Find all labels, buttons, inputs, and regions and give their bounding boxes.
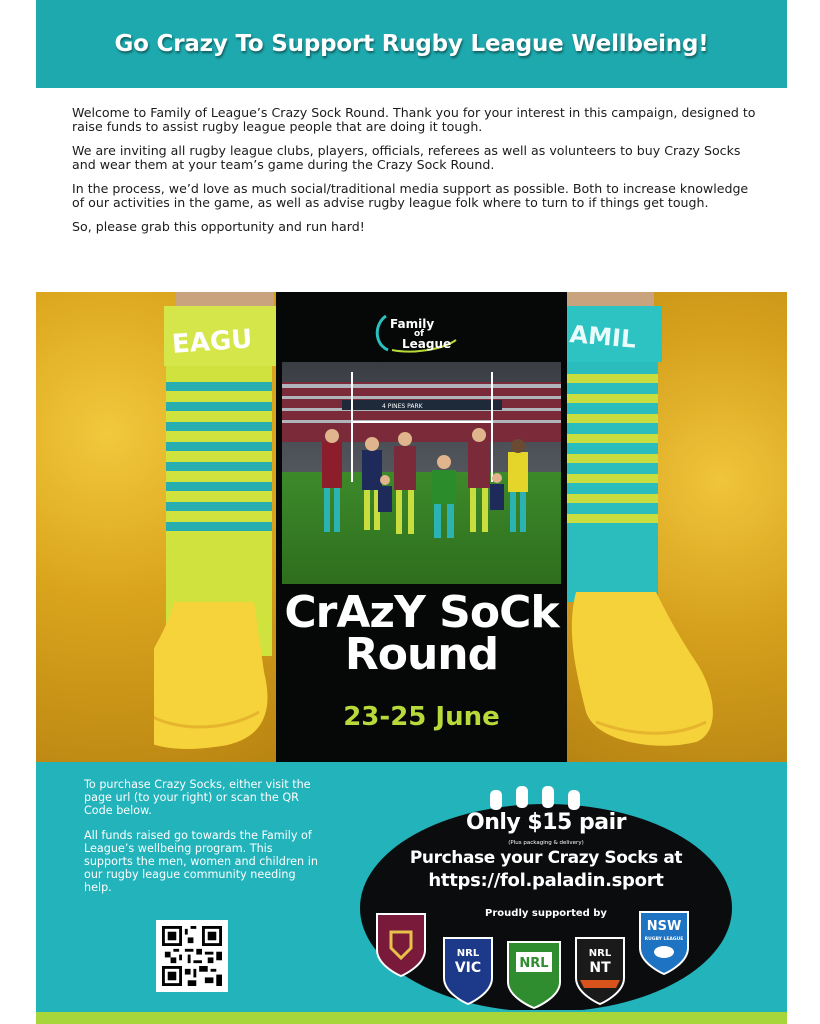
event-title-line1: CrAzY SoCk	[284, 587, 559, 638]
intro-paragraph: We are inviting all rugby league clubs, players, officials, referees as well as volunteers to buy Crazy Socks and wear them at your team’s game during the Crazy Sock Round.	[72, 143, 741, 172]
qr-code-icon	[162, 926, 222, 986]
footer-panel	[36, 762, 787, 1012]
right-sock-text: AMIL	[568, 320, 638, 354]
header-banner	[36, 0, 787, 88]
event-title	[276, 587, 567, 680]
nrl-logo-icon	[504, 938, 564, 1012]
family-of-league-logo	[372, 310, 472, 354]
left-sock-text: EAGU	[171, 324, 254, 360]
nrl-nt-logo-icon	[572, 934, 628, 1008]
team-photo	[282, 362, 561, 584]
purchase-url-link[interactable]: https://fol.paladin.sport	[428, 870, 664, 891]
nrl-vic-bottom: VIC	[454, 960, 482, 976]
nrl-center-label: NRL	[519, 956, 549, 971]
poster-center-panel	[276, 292, 567, 762]
event-title-line2: Round	[344, 629, 499, 680]
logo-league: League	[402, 337, 452, 351]
footer-info	[84, 778, 324, 906]
logo-family: Family	[390, 317, 435, 331]
qr-code[interactable]	[156, 920, 228, 992]
intro-paragraph: So, please grab this opportunity and run hard!	[72, 219, 365, 234]
nrl-nt-top: NRL	[588, 948, 612, 959]
nsw-bottom: RUGBY LEAGUE	[644, 937, 684, 942]
intro-paragraph: In the process, we’d love as much social/traditional media support as possible. Both to increase knowledge of our activities in the game, as well as advise rugby league folk where to turn to if things get tough.	[72, 181, 749, 210]
event-date: 23-25 June	[343, 702, 500, 732]
qrl-logo-icon	[373, 910, 429, 980]
purchase-text: Purchase your Crazy Socks at	[409, 848, 683, 868]
stadium-sign: 4 PINES PARK	[382, 403, 423, 410]
poster-image	[36, 292, 787, 762]
footer-accent-bar	[36, 1012, 787, 1024]
nrl-nt-bottom: NT	[589, 960, 611, 976]
price-label: Only $15 pair	[466, 810, 626, 835]
footer-paragraph: All funds raised go towards the Family of League’s wellbeing program. This supports the men, women and children in our rugby league community needing help.	[84, 829, 318, 894]
nsw-top: NSW	[646, 919, 682, 934]
footer-paragraph: To purchase Crazy Socks, either visit the page url (to your right) or scan the QR Code below.	[84, 778, 311, 817]
logo-of: of	[414, 329, 425, 339]
intro-paragraph: Welcome to Family of League’s Crazy Sock Round. Thank you for your interest in this campaign, designed to raise funds to assist rugby league people that are doing it tough.	[72, 105, 756, 134]
packaging-note: (Plus packaging & delivery)	[508, 840, 584, 846]
intro-text	[72, 106, 762, 244]
logo-wordmark	[390, 318, 451, 350]
page-title: Go Crazy To Support Rugby League Wellbeing!	[114, 31, 709, 57]
nrl-vic-top: NRL	[456, 948, 480, 959]
nrl-vic-logo-icon	[440, 934, 496, 1008]
nsw-rugby-league-logo-icon	[636, 908, 692, 978]
supported-by-label: Proudly supported by	[485, 908, 607, 919]
